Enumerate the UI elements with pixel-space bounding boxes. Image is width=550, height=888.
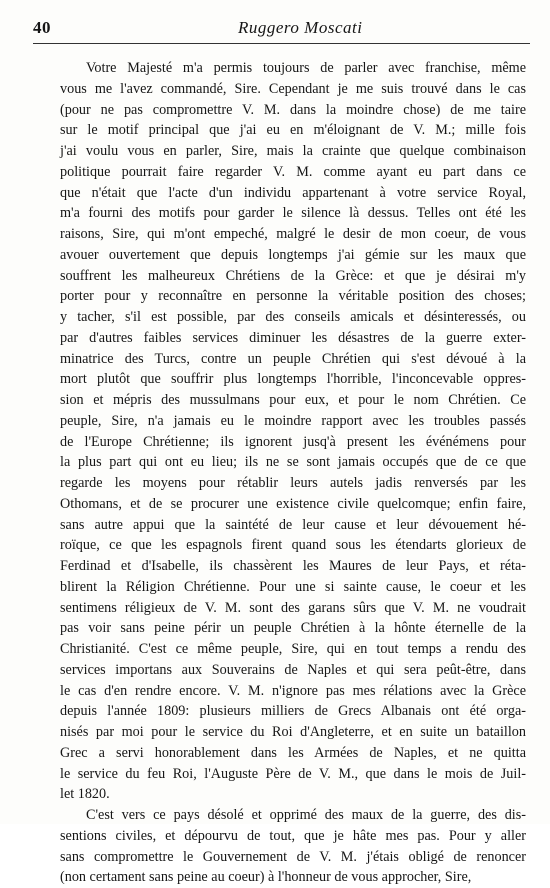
text-line: le service du feu Roi, l'Auguste Père de V. M., que dans le mois de Juil- [60,765,526,782]
text-line: mort plutôt que souffrir plus longtemps l'horrible, l'inconcevable oppres- [60,371,526,388]
text-line: sans autre appui que la saintété de leur cause et leur dévouement hé- [60,516,526,533]
text-line: avouer ouvertement que depuis longtemps j'ai gémie sur les maux que [60,246,526,263]
text-line: par d'autres faibles services diminuer les désastres de la guerre exter- [60,329,526,346]
text-line: sans compromettre le Gouvernement de V. M. j'étais obligé de renoncer [60,848,526,865]
text-line: y tacher, s'il est possible, par des conseils amicals et désinteressés, ou [60,309,526,325]
body-text [60,58,526,888]
running-title: Ruggero Moscati [238,18,363,37]
text-line: le cas d'en rendre encore. V. M. n'ignore pas mes rélations avec la Grèce [60,682,526,699]
text-line: Othomans, et de se procurer une existence civile quelcomque; enfin faire, [60,495,526,512]
header-rule [33,43,530,44]
text-line: services importans aux Souverains de Naples et qui sera peût-être, dans [60,661,526,678]
text-line: (non certament sans peine au coeur) à l'honneur de vous approcher, Sire, [60,869,472,886]
page-number: 40 [33,18,51,37]
text-line: sion et mépris des mussulmans pour eux, et pour le nom Chrétien. Ce [60,392,526,408]
text-line: j'ai voulu vous en parler, Sire, mais la crainte que quelque combinaison [60,143,526,159]
text-line: la plus part qui ont eu lieu; ils ne se sont jamais occupés que de ce que [60,454,526,471]
text-line: (pour ne pas compromettre V. M. dans la moindre chose) de me taire [60,101,526,118]
text-line: Christianité. C'est ce même peuple, Sire, qui en tout temps a rendu des [60,641,526,657]
text-line: roïque, ce que les espagnols firent quand sous les étendarts glorieux de [60,537,526,554]
text-line: vous me l'avez commandé, Sire. Cependant je me suis trouvé dans le cas [60,80,526,97]
text-line: depuis l'année 1809: plusieurs milliers de Grecs Albanais ont été orga- [60,703,526,720]
text-line: de l'Europe Chrétienne; ils ignorent jusq'à present les événémens pour [60,433,526,450]
text-line: que n'était que l'acte d'un individu appartenant à votre service Royal, [60,184,526,201]
text-line: pas voir sans peine périr un peuple Chrétien à la hônte éternelle de la [60,620,526,637]
text-line: let 1820. [60,786,110,803]
text-line: politique pourrait faire regarder V. M. comme ayant eu part dans ce [60,163,526,180]
text-line: peuple, Sire, n'a jamais eu le moindre rapport avec les troubles passés [60,412,526,429]
text-line: C'est vers ce pays désolé et opprimé des maux de la guerre, des dis- [86,807,526,823]
text-line: Votre Majesté m'a permis toujours de parler avec franchise, même [86,60,526,76]
text-line: Ferdinad et d'Isabelle, ils chassèrent les Maures de leur Pays, et réta- [60,558,526,574]
running-head [33,18,530,40]
text-line: souffrent les malheureux Chrétiens de la Grèce: et que je désirai m'y [60,267,526,284]
text-line: minatrice des Turcs, contre un peuple Chrétien qui s'est dévoué à la [60,350,526,367]
text-line: nisés par moi pour le service du Roi d'Angleterre, et en suite un bataillon [60,724,526,740]
text-line: sentions civiles, et dépourvu de tout, que je hâte mes pas. Pour y aller [60,827,526,844]
text-line: sur le motif principal que j'ai eu en m'éloignant de V. M.; mille fois [60,122,526,139]
text-line: regarde les moyens pour rétablir leurs autels jadis renversés par les [60,475,526,491]
text-line: blirent la Réligion Chrétienne. Pour une si sainte cause, le coeur et les [60,578,526,595]
paragraph [60,58,526,805]
text-line: raisons, Sire, qui m'ont empeché, malgré le desir de mon coeur, de vous [60,226,526,242]
text-line: Grec a servi honorablement dans les Armées de Naples, et ne quitta [60,744,526,761]
text-line: m'a fourni des motifs pour garder le silence là dessus. Telles ont été les [60,205,526,222]
text-line: porter pour y reconnaître en personne la véritable position des choses; [60,288,526,305]
paragraph [60,805,526,888]
text-line: sentimens réligieux de V. M. sont des garans sûrs que V. M. ne voudrait [60,599,526,616]
